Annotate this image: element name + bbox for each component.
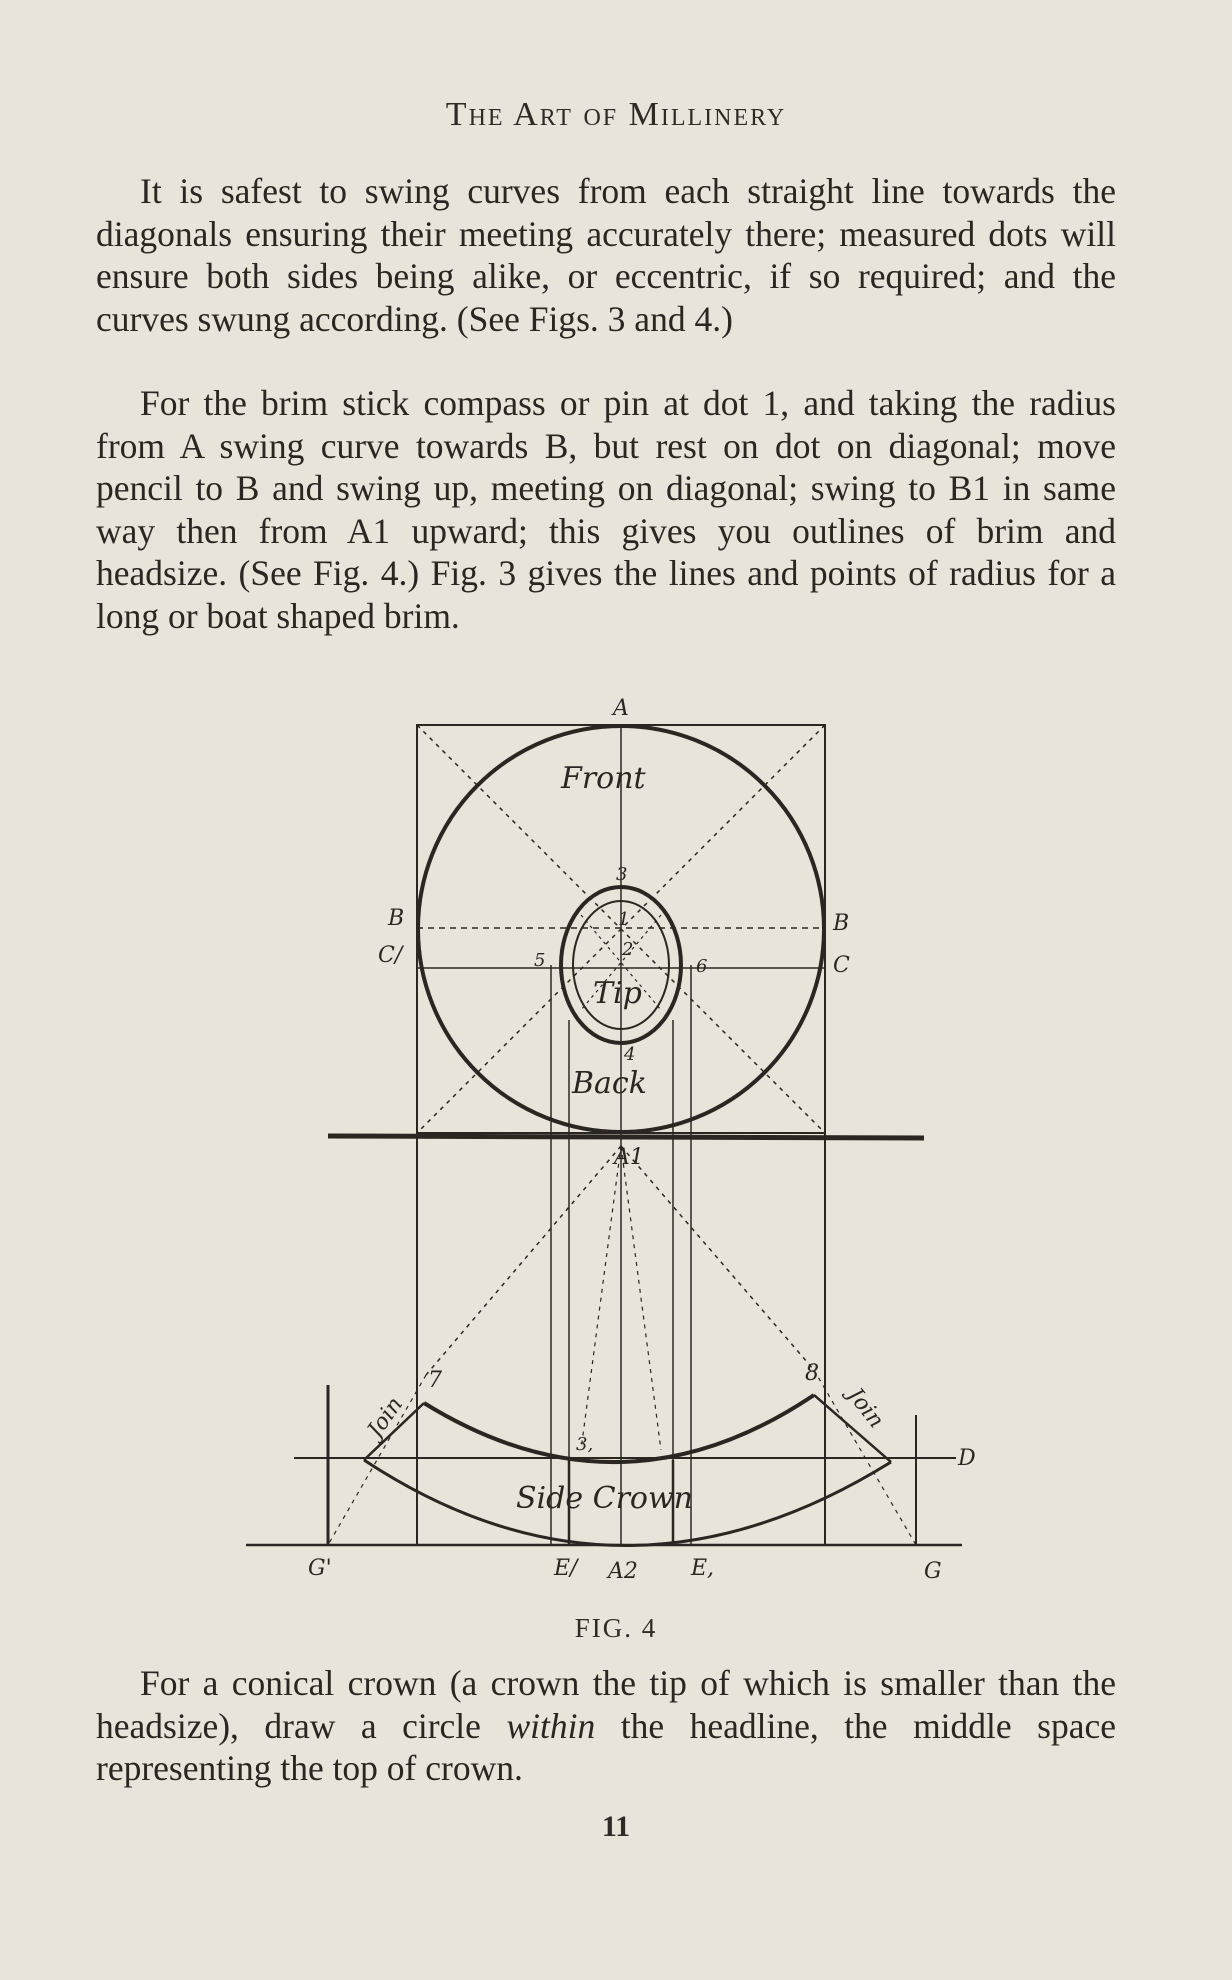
fan-line-right [621, 1146, 814, 1370]
paragraph-3 [96, 1662, 1116, 1790]
fan-line-left [426, 1146, 621, 1375]
label-6: 6 [696, 956, 708, 977]
side-crown-inner-arc [424, 1395, 814, 1462]
label-4: 4 [624, 1044, 636, 1065]
page-number: 11 [601, 1810, 631, 1843]
running-head: The Art of Millinery [445, 96, 787, 133]
label-8: 8 [805, 1361, 819, 1386]
paragraph-3-emphasis: within [506, 1705, 596, 1746]
label-3-prime: 3, [576, 1434, 594, 1455]
label-join-left: Join [362, 1392, 409, 1443]
label-E: E, [691, 1556, 715, 1581]
label-G-left: G' [308, 1556, 332, 1581]
paragraph-1: It is safest to swing curves from each straight line towards the diagonals ensuring their meeting accurately there; measured dots will ensure both sides being alike, or eccentric, if so required; and the curves swung according. (See Figs. 3 and 4.) [96, 171, 1116, 339]
label-3: 3 [616, 864, 628, 885]
label-D: D [958, 1446, 976, 1471]
label-front: Front [561, 761, 646, 796]
label-back: Back [572, 1066, 647, 1101]
figure-caption: FIG. 4 [574, 1613, 658, 1643]
label-side-crown: Side Crown [516, 1481, 693, 1516]
label-G-right: G [924, 1559, 942, 1584]
label-tip: Tip [593, 976, 642, 1011]
label-5: 5 [534, 950, 546, 971]
brim-diagram-svg [236, 690, 996, 1600]
label-A1: A1 [614, 1145, 644, 1170]
label-B-right: B [833, 911, 850, 936]
paragraph-3-start: For a conical crown (a crown the tip of which is smaller than the headsize), draw a circle [96, 1663, 1116, 1746]
label-A2: A2 [608, 1559, 638, 1584]
label-C-left: C/ [378, 943, 403, 968]
paragraph-2: For the brim stick compass or pin at dot 1, and taking the radius from A swing curve towards B, but rest on dot on diagonal; move pencil to B and swing up, meeting on diagonal; swing to B1 in same way then from A1 upward; this gives you outlines of brim and headsize. (See Fig. 4.) Fig. 3 gives the lines and points of radius for a long or boat shaped brim. [96, 383, 1116, 636]
label-C-right: C [833, 953, 850, 978]
paragraph-3-end: the headline, the middle space representing the top of crown. [96, 1705, 1116, 1788]
label-E1: E/ [554, 1556, 578, 1581]
label-A: A [613, 696, 629, 721]
label-B-left: B [388, 906, 405, 931]
label-join-right: Join [842, 1383, 889, 1433]
label-7: 7 [428, 1368, 442, 1393]
figure-4-diagram [236, 690, 996, 1600]
fan-line-inner-right [621, 1146, 661, 1450]
fan-line-inner-left [581, 1146, 621, 1450]
fan-ext-left [328, 1375, 426, 1545]
label-1: 1 [618, 909, 630, 930]
label-2: 2 [622, 939, 634, 960]
